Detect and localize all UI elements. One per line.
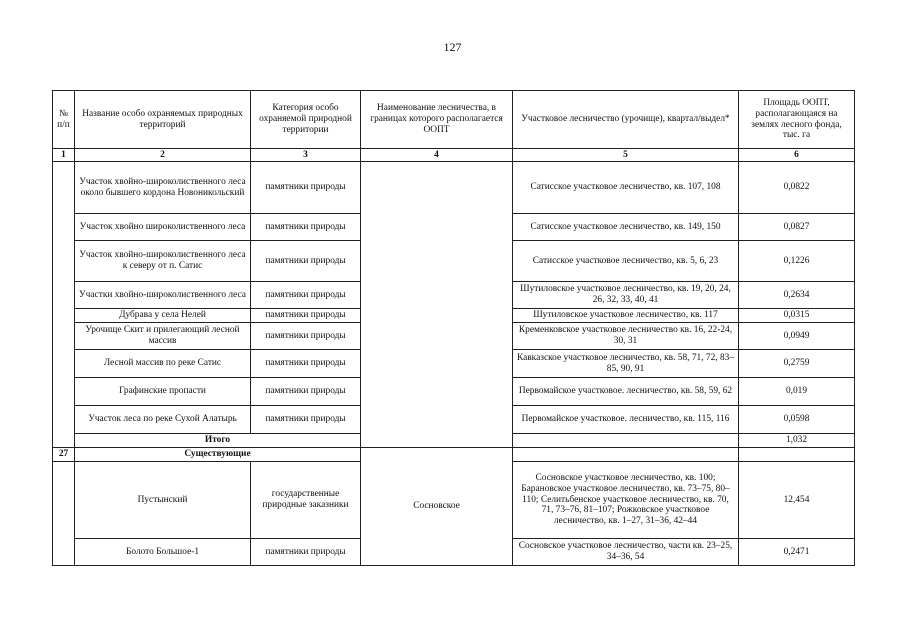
name-cell: Урочище Скит и прилегающий лесной массив <box>75 323 251 350</box>
area-cell: 0,2759 <box>739 350 855 378</box>
area-cell: 12,454 <box>739 462 855 539</box>
forestry-cell: Сосновское <box>361 448 513 566</box>
district-cell: Кременковское участковое лесничество кв. 16, 22-24, 30, 31 <box>513 323 739 350</box>
header-num: № п/п <box>53 91 75 149</box>
section-row <box>53 448 855 462</box>
category-cell: памятники природы <box>251 323 361 350</box>
forestry-cell-empty <box>361 162 513 448</box>
area-cell: 0,0822 <box>739 162 855 214</box>
area-cell: 0,0315 <box>739 309 855 323</box>
column-number: 2 <box>75 149 251 162</box>
header-district: Участковое лесничество (урочище), квартал/выдел* <box>513 91 739 149</box>
area-cell: 0,2634 <box>739 282 855 309</box>
num-cell-empty <box>53 162 75 448</box>
header-area: Площадь ООПТ, располагающаяся на землях лесного фонда, тыс. га <box>739 91 855 149</box>
name-cell: Участок леса по реке Сухой Алатырь <box>75 406 251 434</box>
header-forestry: Наименование лесничества, в границах которого располагается ООПТ <box>361 91 513 149</box>
category-cell: памятники природы <box>251 539 361 566</box>
section-label: Существующие <box>75 448 361 462</box>
name-cell: Участок хвойно широколиственного леса <box>75 214 251 241</box>
name-cell: Пустынский <box>75 462 251 539</box>
area-cell-empty <box>739 448 855 462</box>
category-cell: памятники природы <box>251 214 361 241</box>
column-number: 6 <box>739 149 855 162</box>
name-cell: Участок хвойно-широколиственного леса к северу от п. Сатис <box>75 241 251 282</box>
district-cell: Сатисское участковое лесничество, кв. 107, 108 <box>513 162 739 214</box>
area-cell: 0,019 <box>739 378 855 406</box>
area-cell: 0,1226 <box>739 241 855 282</box>
protected-areas-table <box>52 90 855 566</box>
table-row <box>53 162 855 214</box>
total-area: 1,032 <box>739 434 855 448</box>
category-cell: памятники природы <box>251 162 361 214</box>
total-label: Итого <box>75 434 361 448</box>
name-cell: Участки хвойно-широколиственного леса <box>75 282 251 309</box>
area-cell: 0,0827 <box>739 214 855 241</box>
category-cell: памятники природы <box>251 378 361 406</box>
category-cell: памятники природы <box>251 309 361 323</box>
column-number: 5 <box>513 149 739 162</box>
category-cell: памятники природы <box>251 282 361 309</box>
name-cell: Участок хвойно-широколиственного леса около бывшего кордона Новоникольский <box>75 162 251 214</box>
category-cell: памятники природы <box>251 406 361 434</box>
district-cell: Первомайское участковое. лесничество, кв. 115, 116 <box>513 406 739 434</box>
district-cell-empty <box>513 448 739 462</box>
area-cell: 0,0949 <box>739 323 855 350</box>
district-cell: Шутиловское участковое лесничество, кв. 19, 20, 24, 26, 32, 33, 40, 41 <box>513 282 739 309</box>
section-num: 27 <box>53 448 75 462</box>
category-cell: государственные природные заказники <box>251 462 361 539</box>
area-cell: 0,0598 <box>739 406 855 434</box>
category-cell: памятники природы <box>251 350 361 378</box>
district-cell: Сатисское участковое лесничество, кв. 5, 6, 23 <box>513 241 739 282</box>
district-cell: Сосновское участковое лесничество, части кв. 23–25, 34–36, 54 <box>513 539 739 566</box>
page-number: 127 <box>443 40 462 54</box>
name-cell: Лесной массив по реке Сатис <box>75 350 251 378</box>
name-cell: Болото Большое-1 <box>75 539 251 566</box>
district-cell: Первомайское участковое. лесничество, кв. 58, 59, 62 <box>513 378 739 406</box>
name-cell: Графинские пропасти <box>75 378 251 406</box>
column-number-row <box>53 149 855 162</box>
header-category: Категория особо охраняемой природной территории <box>251 91 361 149</box>
district-cell: Сатисское участковое лесничество, кв. 149, 150 <box>513 214 739 241</box>
column-number: 3 <box>251 149 361 162</box>
column-number: 1 <box>53 149 75 162</box>
district-cell: Кавказское участковое лесничество, кв. 58, 71, 72, 83–85, 90, 91 <box>513 350 739 378</box>
num-cell-empty <box>53 462 75 566</box>
category-cell: памятники природы <box>251 241 361 282</box>
area-cell: 0,2471 <box>739 539 855 566</box>
table-header-row <box>53 91 855 149</box>
district-cell-empty <box>513 434 739 448</box>
header-name: Название особо охраняемых природных территорий <box>75 91 251 149</box>
name-cell: Дубрава у села Нелей <box>75 309 251 323</box>
column-number: 4 <box>361 149 513 162</box>
district-cell: Сосновское участковое лесничество, кв. 100; Барановское участковое лесничество, кв. 73–75, 80–110; Селитьбенское участковое лесничество, кв. 70, 71, 73–76, 81–107; Рожковское участковое лесничество, кв. 1–27, 31–36, 42–44 <box>513 462 739 539</box>
district-cell: Шутиловское участковое лесничество, кв. 117 <box>513 309 739 323</box>
